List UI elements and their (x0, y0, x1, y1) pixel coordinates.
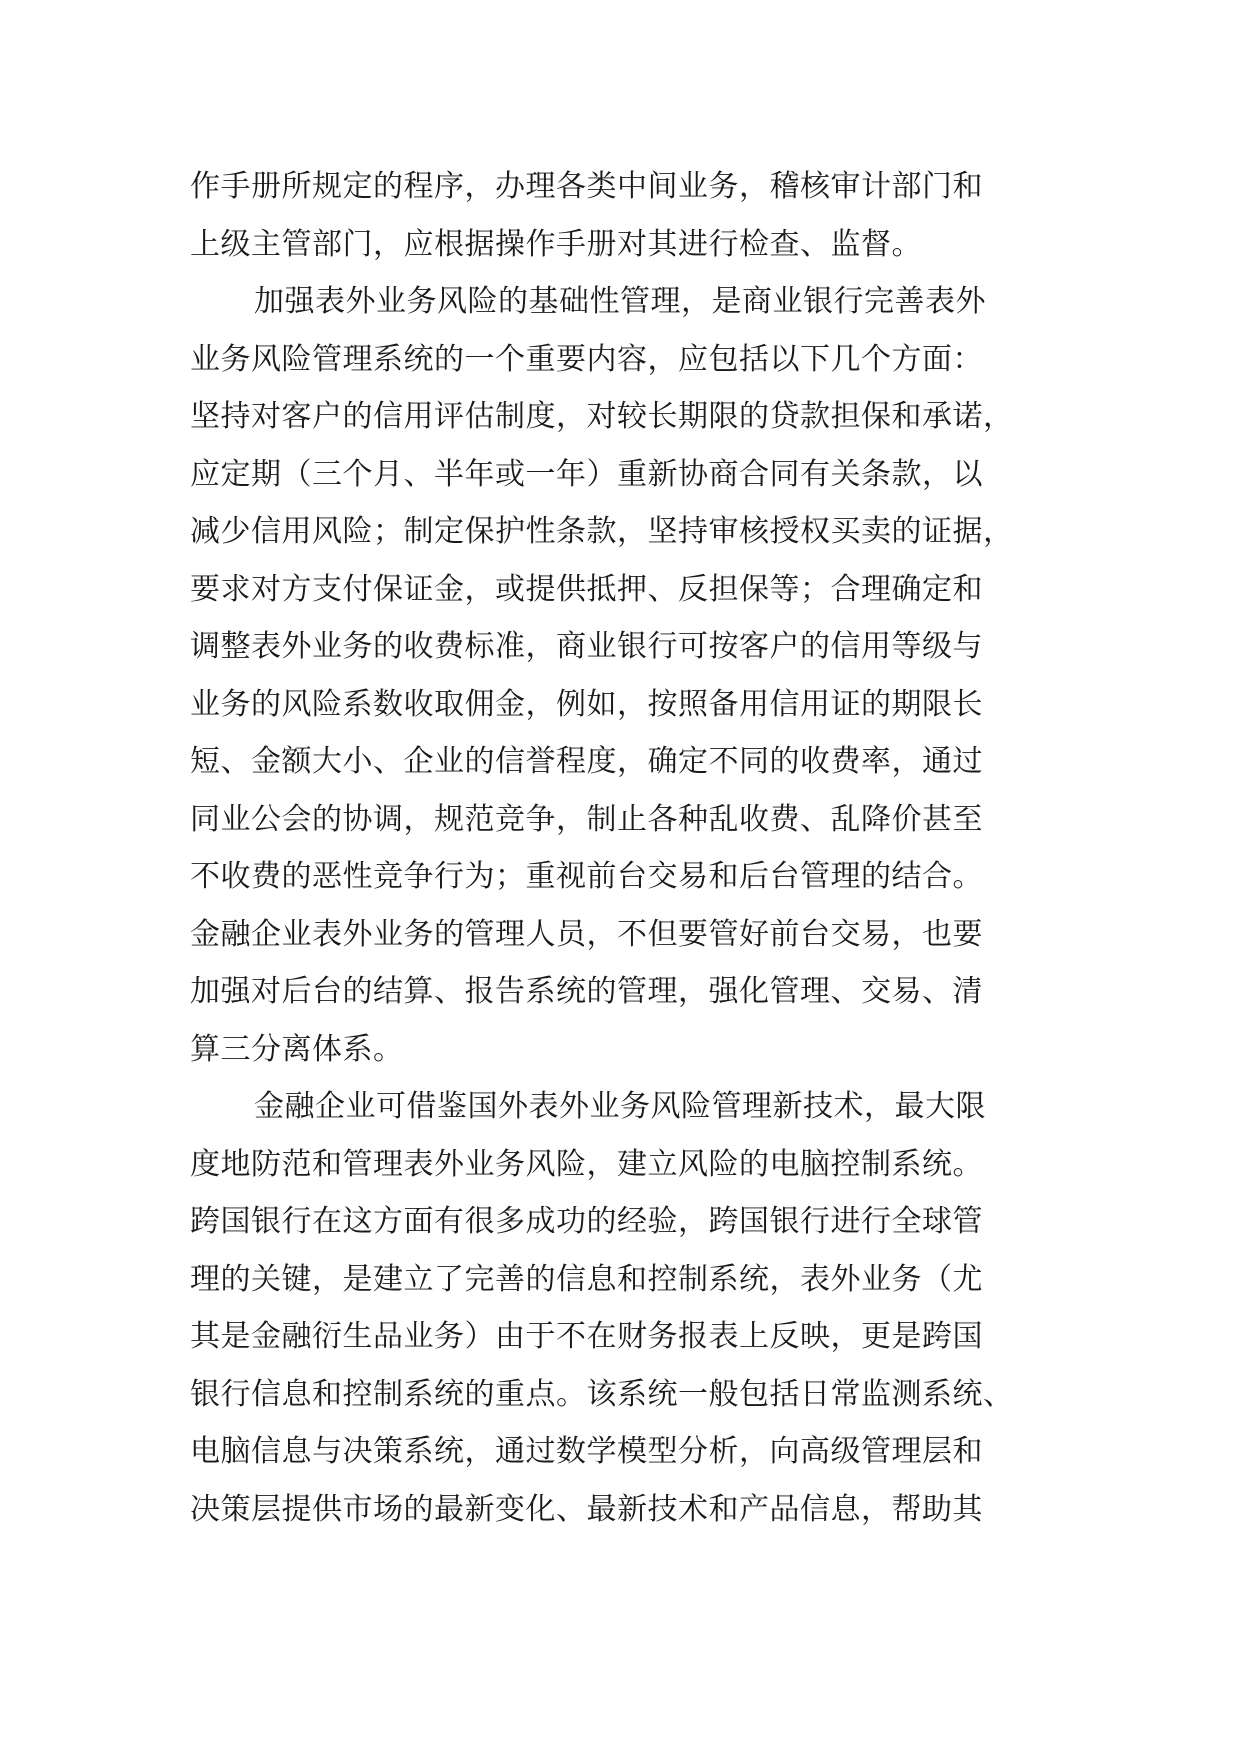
text-line: 理的关键，是建立了完善的信息和控制系统，表外业务（尤 (190, 1261, 983, 1297)
paragraph-first-line: 加强表外业务风险的基础性管理，是商业银行完善表外 (254, 284, 986, 319)
text-line: 银行信息和控制系统的重点。该系统一般包括日常监测系统、 (190, 1376, 1014, 1412)
document-body (190, 158, 1050, 1538)
text-line: 决策层提供市场的最新变化、最新技术和产品信息，帮助其 (190, 1491, 983, 1527)
text-line: 同业公会的协调，规范竞争，制止各种乱收费、乱降价甚至 (190, 801, 983, 837)
text-line: 电脑信息与决策系统，通过数学模型分析，向高级管理层和 (190, 1434, 983, 1469)
text-line: 跨国银行在这方面有很多成功的经验，跨国银行进行全球管 (190, 1204, 983, 1239)
text-line: 不收费的恶性竞争行为；重视前台交易和后台管理的结合。 (190, 859, 983, 894)
text-line: 算三分离体系。 (190, 1031, 404, 1067)
text-line: 其是金融衍生品业务）由于不在财务报表上反映，更是跨国 (190, 1319, 983, 1354)
text-line: 调整表外业务的收费标准，商业银行可按客户的信用等级与 (190, 629, 983, 664)
text-line: 坚持对客户的信用评估制度，对较长期限的贷款担保和承诺， (190, 399, 1014, 434)
text-line: 应定期（三个月、半年或一年）重新协商合同有关条款，以 (190, 456, 983, 492)
text-line: 加强对后台的结算、报告系统的管理，强化管理、交易、清 (190, 974, 983, 1009)
text-line: 要求对方支付保证金，或提供抵押、反担保等；合理确定和 (190, 571, 983, 607)
text-line: 业务风险管理系统的一个重要内容，应包括以下几个方面： (190, 341, 983, 377)
text-line: 上级主管部门，应根据操作手册对其进行检查、监督。 (190, 226, 922, 262)
text-line: 度地防范和管理表外业务风险，建立风险的电脑控制系统。 (190, 1146, 983, 1182)
paragraph-first-line: 金融企业可借鉴国外表外业务风险管理新技术，最大限 (254, 1089, 986, 1124)
text-line: 业务的风险系数收取佣金，例如，按照备用信用证的期限长 (190, 686, 983, 722)
text-line: 短、金额大小、企业的信誉程度，确定不同的收费率，通过 (190, 744, 983, 779)
text-line: 减少信用风险；制定保护性条款，坚持审核授权买卖的证据， (190, 514, 1014, 549)
text-line: 作手册所规定的程序，办理各类中间业务，稽核审计部门和 (190, 169, 983, 204)
text-line: 金融企业表外业务的管理人员，不但要管好前台交易，也要 (190, 916, 983, 952)
